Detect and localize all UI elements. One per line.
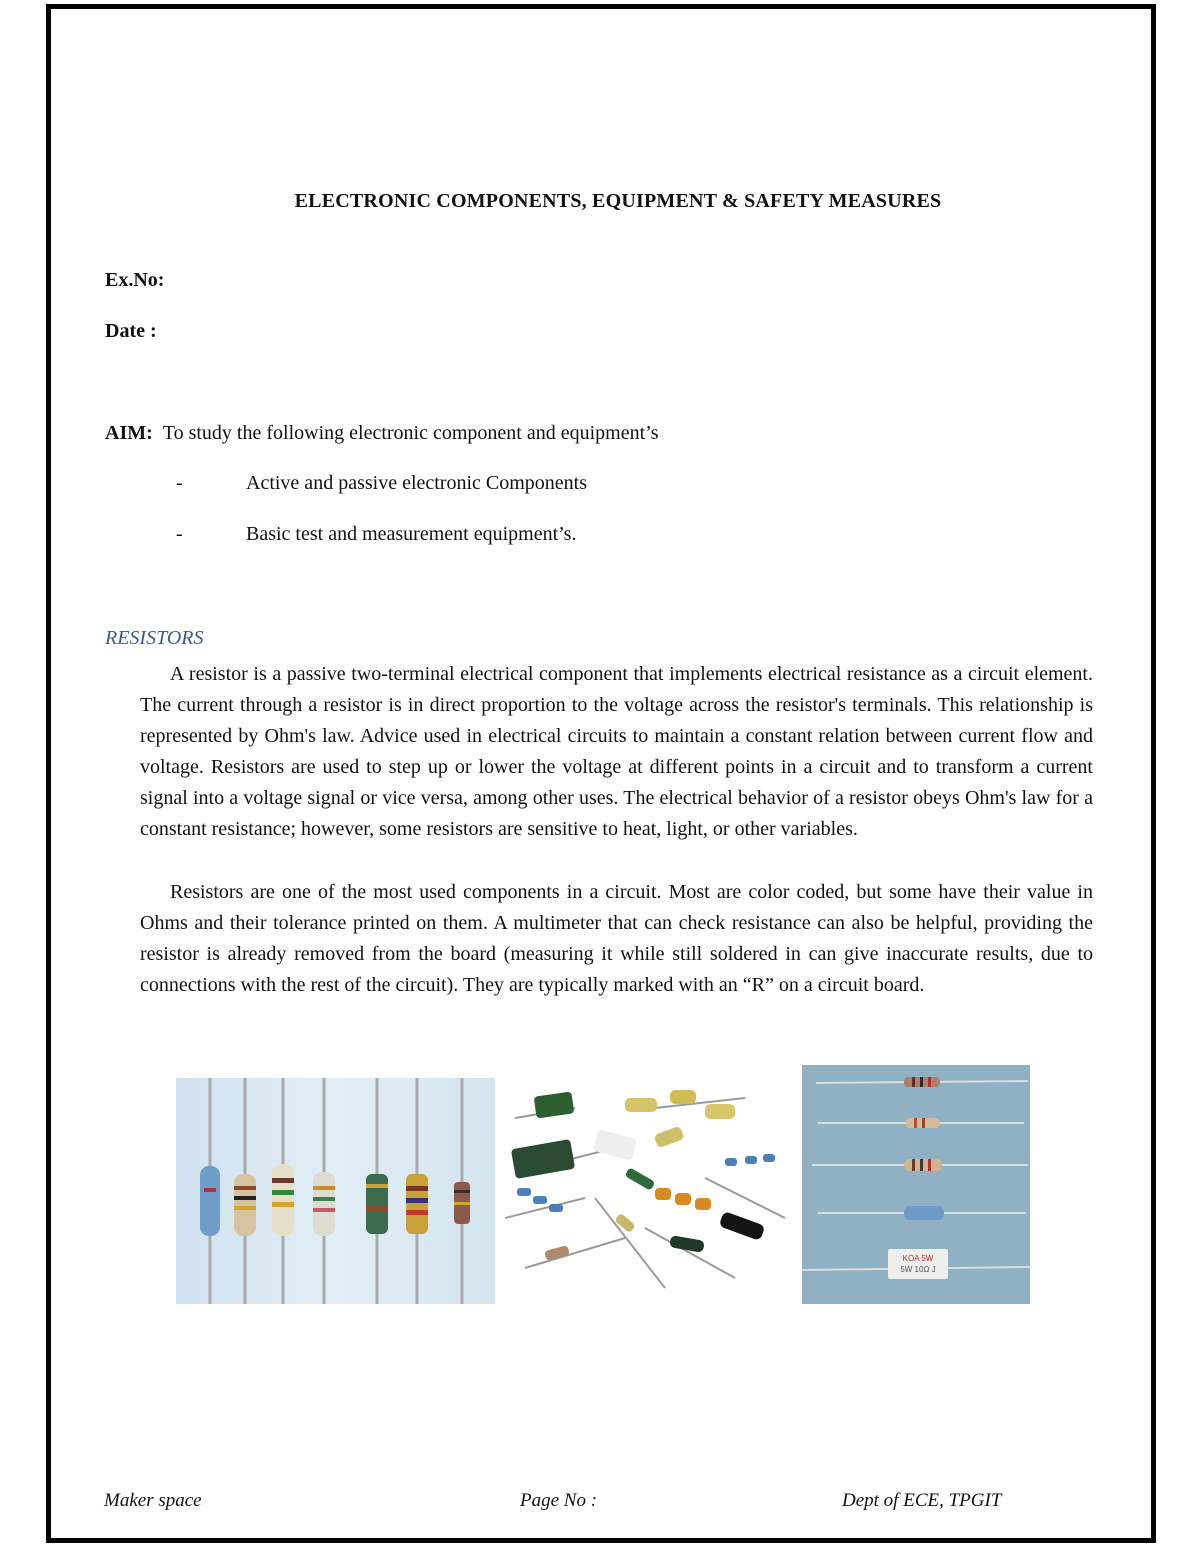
resistors-photo-assortment xyxy=(505,1078,800,1304)
footer-page-number: Page No : xyxy=(520,1490,598,1511)
aim-line xyxy=(105,422,658,445)
aim-item-text: Basic test and measurement equipment’s. xyxy=(246,523,577,545)
resistors-photo-horizontal xyxy=(802,1065,1030,1304)
exno-label: Ex.No: xyxy=(105,269,165,291)
aim-item-text: Active and passive electronic Components xyxy=(246,472,588,494)
photo-component-label: 5W 10Ω J xyxy=(900,1265,936,1274)
date-label: Date : xyxy=(105,320,157,342)
section-heading-resistors: RESISTORS xyxy=(105,627,204,649)
resistors-photo-vertical xyxy=(176,1078,495,1304)
footer-right: Dept of ECE, TPGIT xyxy=(842,1490,1002,1511)
aim-text: To study the following electronic component and equipment’s xyxy=(162,422,659,444)
footer-left: Maker space xyxy=(104,1490,202,1511)
aim-label: AIM: xyxy=(105,422,153,444)
bullet-dash: - xyxy=(176,523,183,545)
paragraph: Resistors are one of the most used components in a circuit. Most are color coded, but some have their value in Ohms and their tolerance printed on them. A multimeter that can check resistance can also be helpful, providing the resistor is already removed from the board (measuring it while still soldered in can give inaccurate results, due to connections with the rest of the circuit). They are typically marked with an “R” on a circuit board. xyxy=(140,881,1093,997)
page-title: ELECTRONIC COMPONENTS, EQUIPMENT & SAFETY MEASURES xyxy=(294,190,942,212)
photo-component-label: KOA 5W xyxy=(902,1254,934,1263)
bullet-dash: - xyxy=(176,472,183,494)
aim-item xyxy=(176,523,576,546)
paragraph: A resistor is a passive two-terminal electrical component that implements electrical resistance as a circuit element. The current through a resistor is in direct proportion to the voltage across the resistor's terminals. This relationship is represented by Ohm's law. Advice used in electrical circuits to maintain a constant relation between current flow and voltage. Resistors are used to step up or lower the voltage at different points in a circuit and to transform a current signal into a voltage signal or vice versa, among other uses. The electrical behavior of a resistor obeys Ohm's law for a constant resistance; however, some resistors are sensitive to heat, light, or other variables. xyxy=(140,663,1093,841)
aim-item xyxy=(176,472,587,495)
